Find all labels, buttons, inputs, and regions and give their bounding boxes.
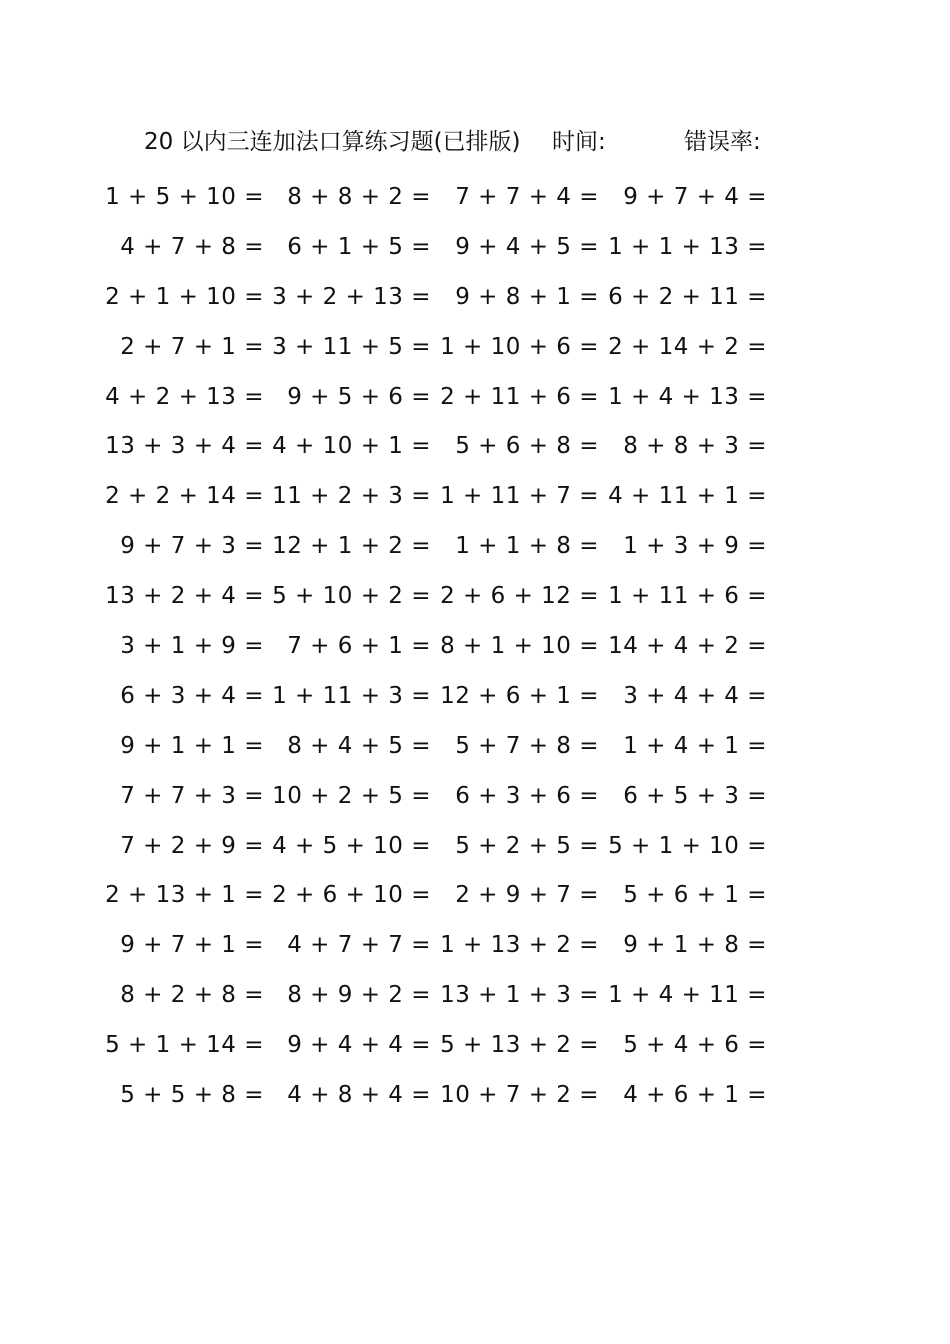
addition-problem: 6 + 3 + 4 = (120, 682, 264, 709)
addition-problem: 4 + 7 + 7 = (287, 932, 431, 959)
addition-problem: 2 + 9 + 7 = (455, 882, 599, 909)
addition-problem: 6 + 2 + 11 = (608, 283, 767, 310)
addition-problem: 14 + 4 + 2 = (608, 632, 767, 659)
addition-problem: 8 + 1 + 10 = (440, 632, 599, 659)
addition-problem: 13 + 1 + 3 = (440, 982, 599, 1009)
addition-problem: 9 + 1 + 1 = (120, 732, 264, 759)
addition-problem: 1 + 3 + 9 = (623, 533, 767, 560)
addition-problem: 2 + 1 + 10 = (105, 283, 264, 310)
addition-problem: 2 + 7 + 1 = (120, 333, 264, 360)
addition-problem: 1 + 11 + 6 = (608, 583, 767, 610)
addition-problem: 11 + 2 + 3 = (272, 483, 431, 510)
worksheet-header (144, 122, 784, 162)
addition-problem: 9 + 5 + 6 = (287, 383, 431, 410)
addition-problem: 8 + 8 + 3 = (623, 433, 767, 460)
addition-problem: 8 + 8 + 2 = (287, 183, 431, 210)
addition-problem: 1 + 1 + 8 = (455, 533, 599, 560)
addition-problem: 7 + 7 + 4 = (455, 183, 599, 210)
addition-problem: 6 + 5 + 3 = (623, 782, 767, 809)
addition-problem: 4 + 7 + 8 = (120, 233, 264, 260)
addition-problem: 4 + 5 + 10 = (272, 832, 431, 859)
addition-problem: 7 + 2 + 9 = (120, 832, 264, 859)
addition-problem: 2 + 14 + 2 = (608, 333, 767, 360)
addition-problem: 6 + 3 + 6 = (455, 782, 599, 809)
addition-problem: 1 + 4 + 13 = (608, 383, 767, 410)
addition-problem: 2 + 2 + 14 = (105, 483, 264, 510)
addition-problem: 7 + 6 + 1 = (287, 632, 431, 659)
addition-problem: 12 + 6 + 1 = (440, 682, 599, 709)
addition-problem: 2 + 6 + 10 = (272, 882, 431, 909)
addition-problem: 9 + 7 + 4 = (623, 183, 767, 210)
addition-problem: 5 + 4 + 6 = (623, 1032, 767, 1059)
addition-problem: 9 + 4 + 5 = (455, 233, 599, 260)
addition-problem: 8 + 4 + 5 = (287, 732, 431, 759)
worksheet-title: 20 以内三连加法口算练习题(已排版) (144, 129, 521, 155)
addition-problem: 3 + 11 + 5 = (272, 333, 431, 360)
addition-problem: 1 + 5 + 10 = (105, 183, 264, 210)
addition-problem: 4 + 6 + 1 = (623, 1081, 767, 1108)
problem-grid (100, 172, 800, 1120)
addition-problem: 5 + 7 + 8 = (455, 732, 599, 759)
addition-problem: 1 + 13 + 2 = (440, 932, 599, 959)
addition-problem: 5 + 10 + 2 = (272, 583, 431, 610)
addition-problem: 4 + 10 + 1 = (272, 433, 431, 460)
addition-problem: 9 + 8 + 1 = (455, 283, 599, 310)
addition-problem: 5 + 6 + 8 = (455, 433, 599, 460)
addition-problem: 4 + 8 + 4 = (287, 1081, 431, 1108)
addition-problem: 3 + 1 + 9 = (120, 632, 264, 659)
addition-problem: 1 + 10 + 6 = (440, 333, 599, 360)
addition-problem: 1 + 4 + 1 = (623, 732, 767, 759)
addition-problem: 2 + 11 + 6 = (440, 383, 599, 410)
addition-problem: 12 + 1 + 2 = (272, 533, 431, 560)
addition-problem: 9 + 4 + 4 = (287, 1032, 431, 1059)
addition-problem: 1 + 11 + 7 = (440, 483, 599, 510)
addition-problem: 1 + 11 + 3 = (272, 682, 431, 709)
addition-problem: 5 + 1 + 14 = (105, 1032, 264, 1059)
addition-problem: 8 + 2 + 8 = (120, 982, 264, 1009)
addition-problem: 9 + 7 + 3 = (120, 533, 264, 560)
addition-problem: 5 + 1 + 10 = (608, 832, 767, 859)
addition-problem: 5 + 6 + 1 = (623, 882, 767, 909)
addition-problem: 1 + 4 + 11 = (608, 982, 767, 1009)
addition-problem: 9 + 7 + 1 = (120, 932, 264, 959)
addition-problem: 5 + 2 + 5 = (455, 832, 599, 859)
addition-problem: 7 + 7 + 3 = (120, 782, 264, 809)
addition-problem: 10 + 2 + 5 = (272, 782, 431, 809)
addition-problem: 13 + 2 + 4 = (105, 583, 264, 610)
addition-problem: 2 + 13 + 1 = (105, 882, 264, 909)
error-rate-label: 错误率: (684, 129, 761, 155)
addition-problem: 8 + 9 + 2 = (287, 982, 431, 1009)
addition-problem: 1 + 1 + 13 = (608, 233, 767, 260)
addition-problem: 10 + 7 + 2 = (440, 1081, 599, 1108)
addition-problem: 9 + 1 + 8 = (623, 932, 767, 959)
addition-problem: 5 + 5 + 8 = (120, 1081, 264, 1108)
addition-problem: 4 + 11 + 1 = (608, 483, 767, 510)
addition-problem: 2 + 6 + 12 = (440, 583, 599, 610)
addition-problem: 3 + 2 + 13 = (272, 283, 431, 310)
addition-problem: 13 + 3 + 4 = (105, 433, 264, 460)
addition-problem: 3 + 4 + 4 = (623, 682, 767, 709)
addition-problem: 4 + 2 + 13 = (105, 383, 264, 410)
time-label: 时间: (552, 129, 606, 155)
addition-problem: 6 + 1 + 5 = (287, 233, 431, 260)
addition-problem: 5 + 13 + 2 = (440, 1032, 599, 1059)
